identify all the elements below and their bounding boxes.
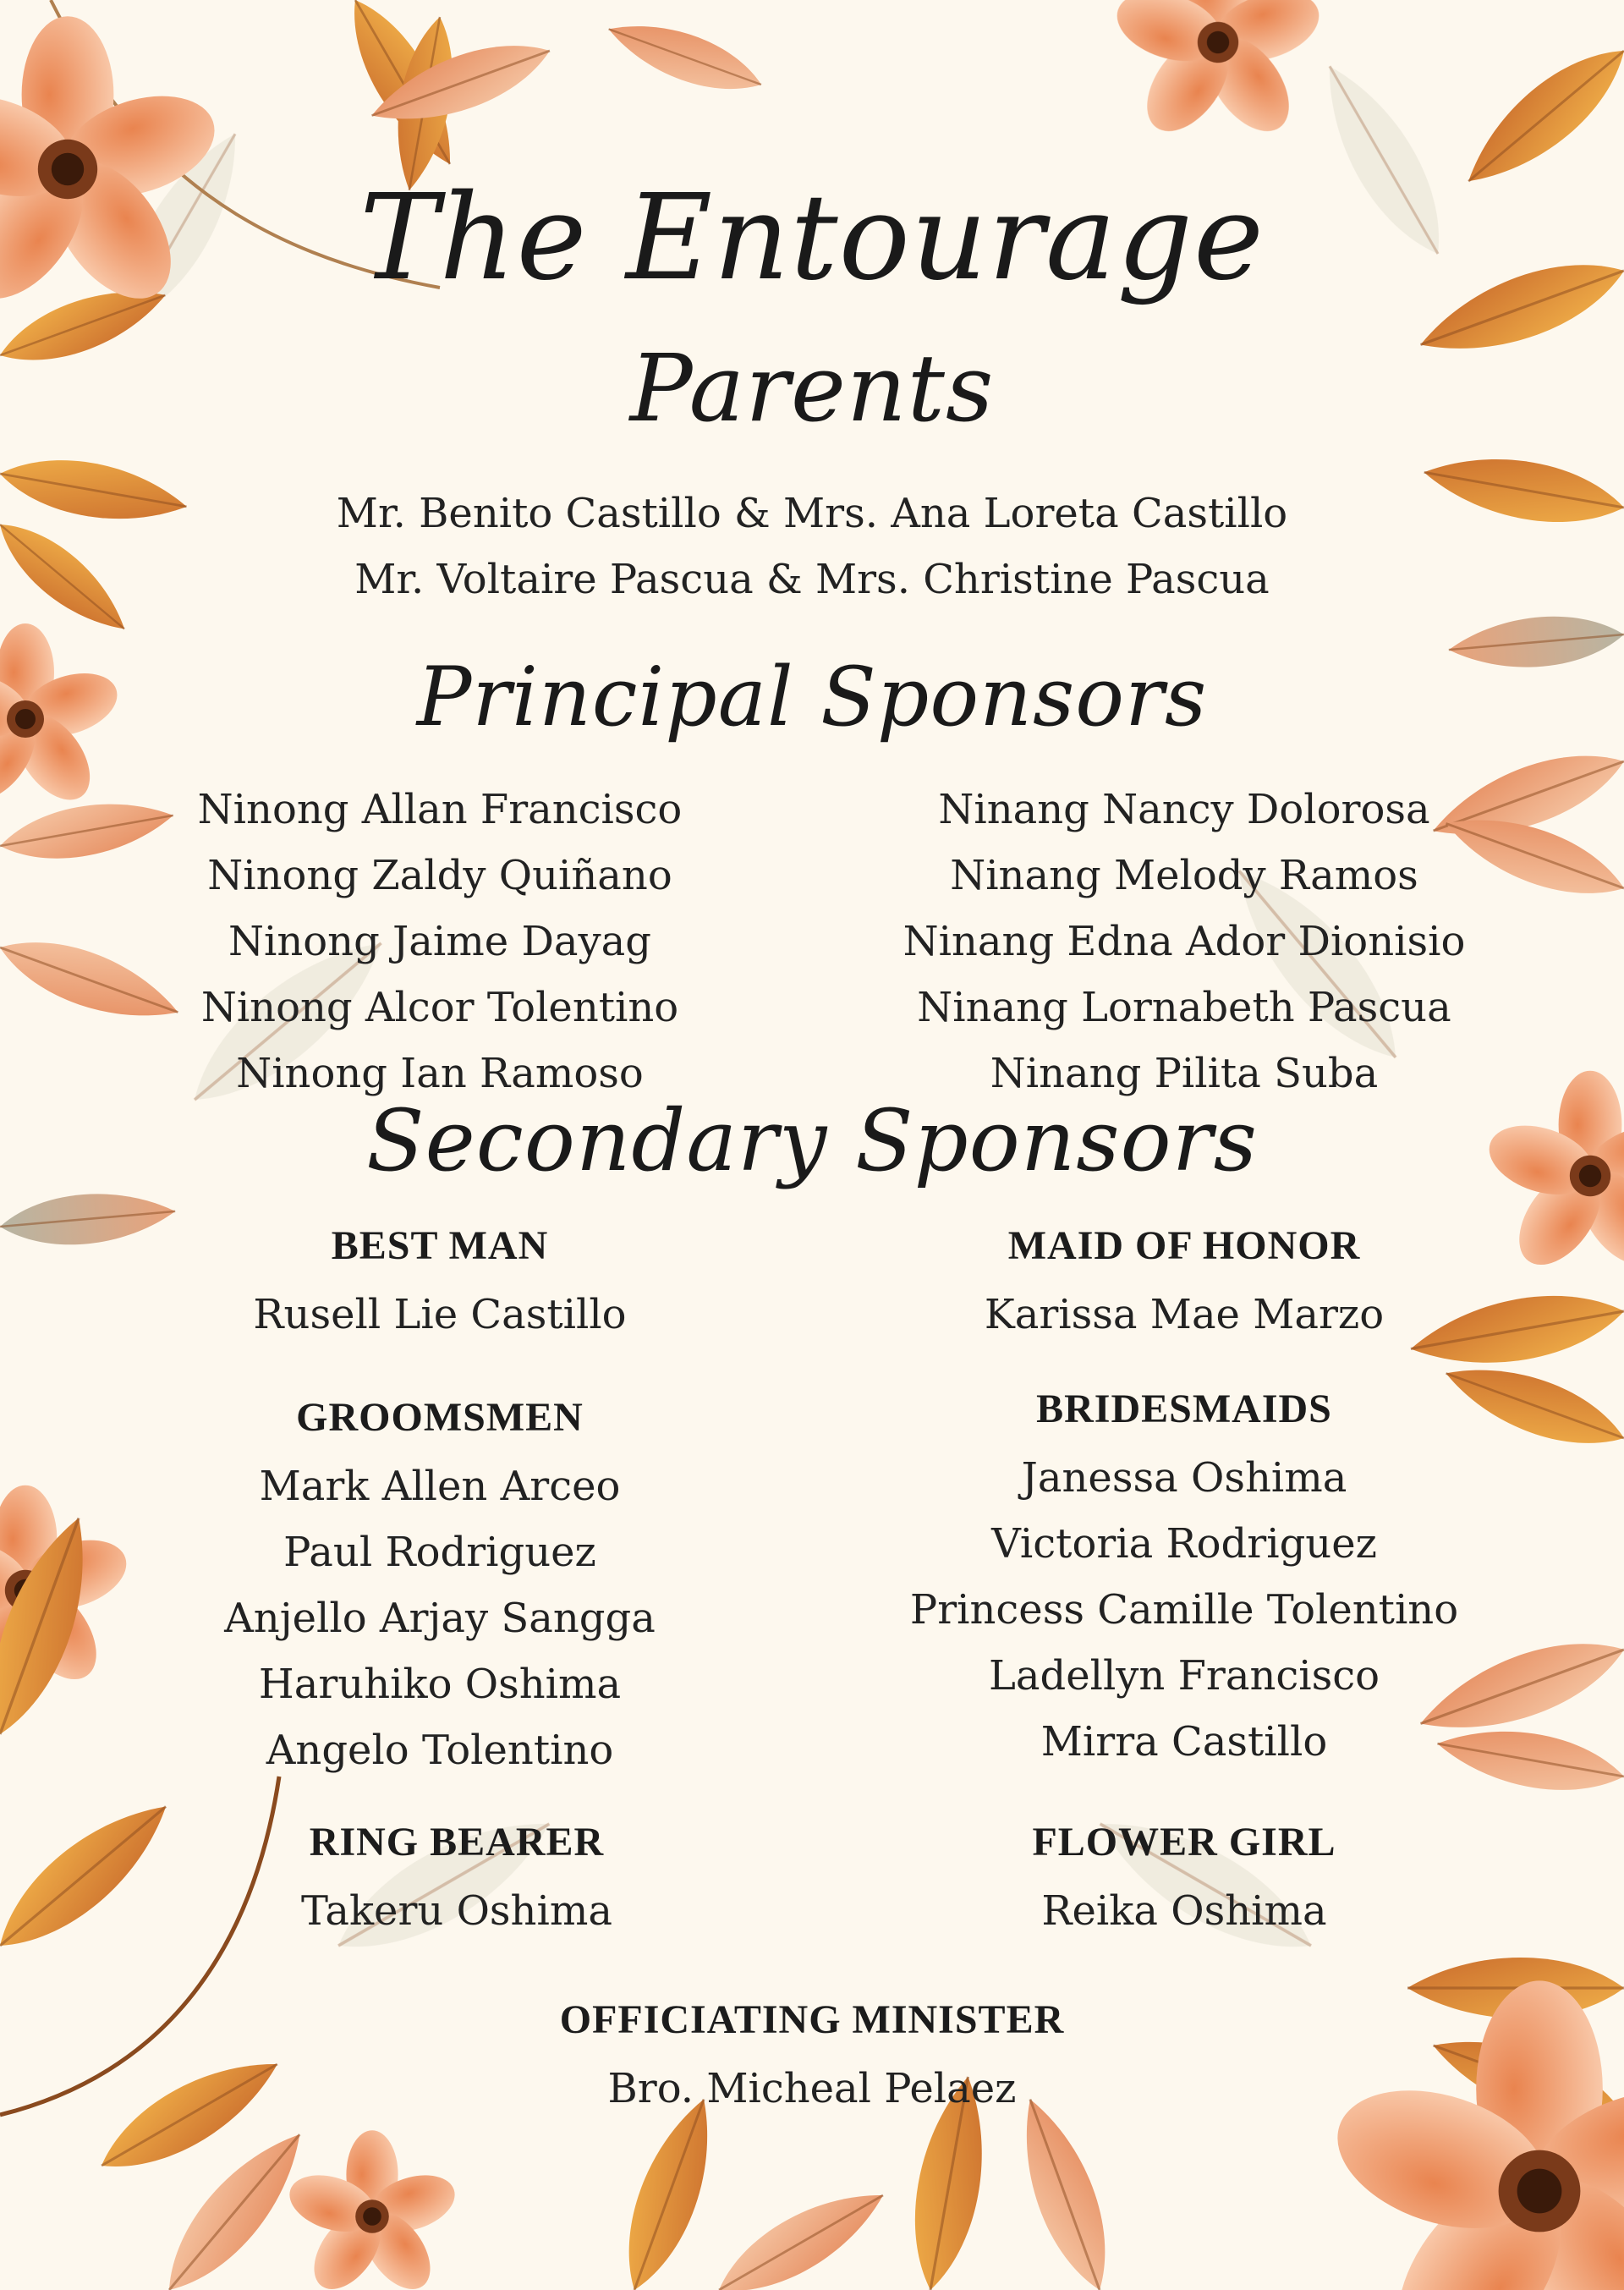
groomsmen-label: GROOMSMEN: [296, 1395, 584, 1440]
maid-of-honor-name: Karissa Mae Marzo: [984, 1291, 1385, 1338]
ninong-list: [152, 777, 727, 1107]
officiating-minister-label: OFFICIATING MINISTER: [559, 1997, 1065, 2042]
list-item: Ninong Allan Francisco: [197, 786, 683, 833]
ring-bearer-name: Takeru Oshima: [301, 1887, 612, 1935]
list-item: Princess Camille Tolentino: [909, 1586, 1459, 1634]
ninang-list: [880, 777, 1489, 1107]
list-item: Victoria Rodriguez: [991, 1520, 1377, 1568]
bridesmaids-list: [880, 1445, 1489, 1775]
list-item: Ninang Pilita Suba: [990, 1050, 1379, 1097]
list-item: Ninang Melody Ramos: [950, 852, 1418, 899]
best-man-name: Rusell Lie Castillo: [253, 1291, 627, 1338]
list-item: Angelo Tolentino: [266, 1727, 614, 1774]
groomsmen-list: [152, 1453, 727, 1783]
list-item: Haruhiko Oshima: [258, 1661, 622, 1708]
principal-sponsors-heading: Principal Sponsors: [416, 650, 1208, 744]
list-item: Mirra Castillo: [1040, 1718, 1328, 1766]
list-item: Ninang Edna Ador Dionisio: [903, 918, 1466, 965]
list-item: Janessa Oshima: [1021, 1454, 1347, 1502]
best-man-label: BEST MAN: [331, 1223, 549, 1268]
secondary-sponsors-heading: Secondary Sponsors: [366, 1091, 1258, 1190]
page-title: The Entourage: [359, 169, 1265, 307]
list-item: Ninong Jaime Dayag: [228, 918, 651, 965]
parents-heading: Parents: [629, 334, 995, 442]
list-item: Ninong Alcor Tolentino: [200, 984, 679, 1031]
list-item: Ladellyn Francisco: [988, 1652, 1380, 1700]
list-item: Ninang Lornabeth Pascua: [917, 984, 1451, 1031]
maid-of-honor-label: MAID OF HONOR: [1007, 1223, 1361, 1268]
list-item: Ninong Zaldy Quiñano: [207, 852, 672, 899]
list-item: Ninong Ian Ramoso: [236, 1050, 644, 1097]
flower-girl-label: FLOWER GIRL: [1032, 1820, 1336, 1864]
flower-girl-name: Reika Oshima: [1041, 1887, 1327, 1935]
parents-line: Mr. Voltaire Pascua & Mrs. Christine Pascua: [354, 556, 1270, 603]
bridesmaids-label: BRIDESMAIDS: [1036, 1387, 1332, 1431]
list-item: Paul Rodriguez: [283, 1529, 596, 1576]
officiating-minister-name: Bro. Micheal Pelaez: [607, 2065, 1017, 2112]
list-item: Anjello Arjay Sangga: [224, 1595, 656, 1642]
list-item: Mark Allen Arceo: [259, 1463, 621, 1510]
list-item: Ninang Nancy Dolorosa: [938, 786, 1430, 833]
ring-bearer-label: RING BEARER: [309, 1820, 605, 1864]
parents-line: Mr. Benito Castillo & Mrs. Ana Loreta Castillo: [336, 490, 1288, 537]
